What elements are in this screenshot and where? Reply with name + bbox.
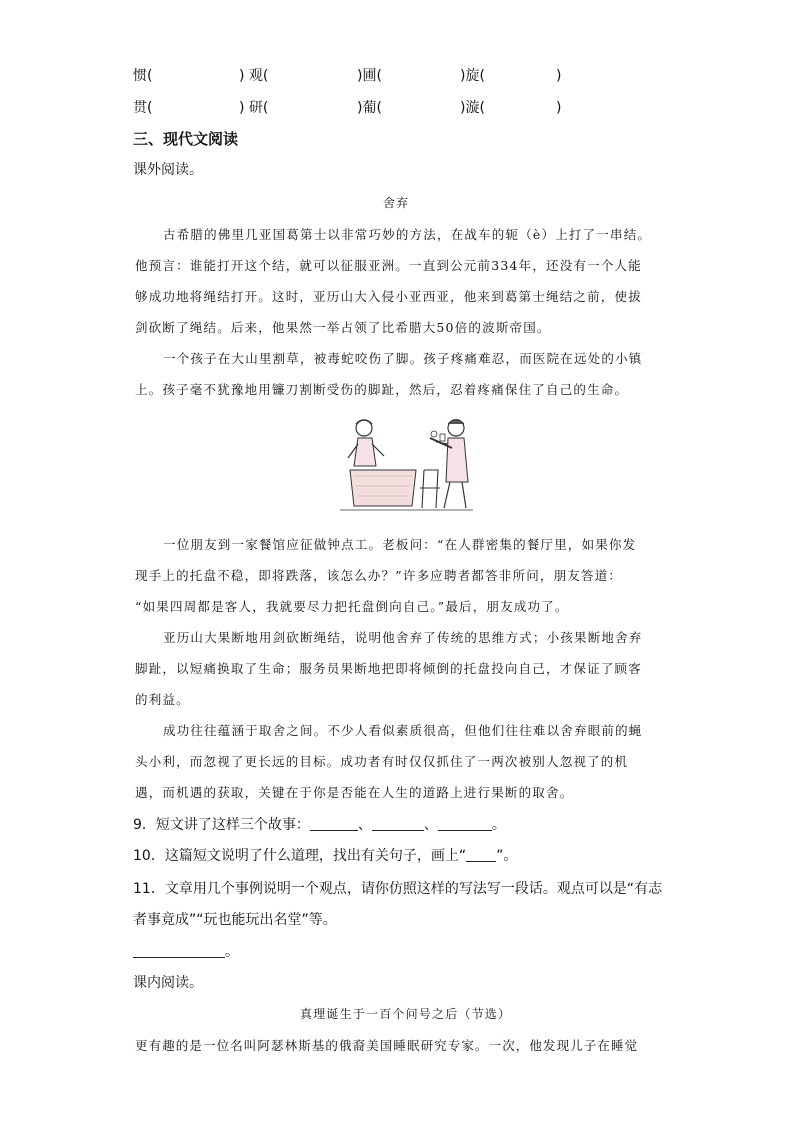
- intracurricular-label: 课内阅读。: [133, 975, 203, 991]
- vocab-cell: ): [556, 68, 562, 84]
- illustration-waiter-icon: [338, 412, 478, 514]
- underline-mark: [466, 847, 496, 862]
- vocab-cell: 惯(: [133, 68, 153, 84]
- vocab-row-1: [133, 66, 561, 86]
- question-9-text: 9．短文讲了这样三个故事：: [133, 817, 310, 833]
- article-line: “如果四周都是客人，我就要尽力把托盘倒向自己。”最后，朋友成功了。: [135, 599, 569, 614]
- vocab-cell: ) 研(: [239, 100, 269, 116]
- extracurricular-label: 课外阅读。: [133, 162, 203, 178]
- article-line: 一个孩子在大山里割草，被毒蛇咬伤了脚。孩子疼痛难忍，而医院在远处的小镇: [163, 351, 643, 366]
- question-11-line-1: 11．文章用几个事例说明一个观点，请你仿照这样的写法写一段话。观点可以是“有志: [133, 881, 663, 897]
- article-line: 头小利，而忽视了更长远的目标。成功者有时仅仅抓住了一两次被别人忽视了的机: [135, 754, 629, 769]
- vocab-cell: )圃(: [357, 68, 382, 84]
- separator: 、: [423, 817, 438, 833]
- answer-blank[interactable]: [438, 816, 492, 831]
- question-9: [133, 815, 506, 835]
- question-10-suffix: ”。: [496, 848, 518, 864]
- vocab-cell: )漩(: [460, 100, 485, 116]
- question-11-line-2: 者事竟成”“玩也能玩出名堂”等。: [133, 912, 337, 928]
- section-heading: 三、现代文阅读: [133, 130, 239, 148]
- separator: 、: [357, 817, 372, 833]
- article-line: 剑砍断了绳结。后来，他果然一举占领了比希腊大50倍的波斯帝国。: [135, 320, 551, 335]
- article-line: 够成功地将绳结打开。这时，亚历山大入侵小亚西亚，他来到葛第士绳结之前，使拔: [135, 289, 642, 304]
- article-line: 亚历山大果断地用剑砍断绳结，说明他舍弃了传统的思维方式；小孩果断地舍弃: [163, 630, 643, 645]
- article-line: 遇，而机遇的获取，关键在于你是否能在人生的道路上进行果断的取舍。: [135, 785, 574, 800]
- question-11-answer: [133, 942, 239, 962]
- article-line: 古希腊的佛里几亚国葛第士以非常巧妙的方法，在战车的轭（è）上打了一串结。: [163, 227, 652, 242]
- question-10-text: 10．这篇短文说明了什么道理，找出有关句子，画上“: [133, 848, 467, 864]
- article-line: 他预言：谁能打开这个结，就可以征服亚洲。一直到公元前334年，还没有一个人能: [135, 258, 642, 273]
- answer-blank[interactable]: [310, 816, 358, 831]
- period: 。: [491, 817, 506, 833]
- vocab-cell: )旋(: [460, 68, 485, 84]
- answer-blank[interactable]: [372, 816, 424, 831]
- vocab-cell: ): [556, 100, 562, 116]
- article-title: 舍弃: [383, 196, 410, 210]
- article-line: 脚趾，以短痛换取了生命；服务员果断地把即将倾倒的托盘投向自己，才保证了顾客: [135, 661, 642, 676]
- vocab-row-2: [133, 98, 561, 118]
- reading2-title: 真理诞生于一百个问号之后（节选）: [300, 1007, 512, 1021]
- article-line: 现手上的托盘不稳，即将跌落，该怎么办？”许多应聘者都答非所问，朋友答道：: [135, 568, 623, 583]
- article-line: 一位朋友到一家餐馆应征做钟点工。老板问：“在人群密集的餐厅里，如果你发: [163, 537, 637, 552]
- period: 。: [225, 944, 239, 960]
- article-line: 成功往往蕴涵于取舍之间。不少人看似素质很高，但他们往往难以舍弃眼前的蝇: [163, 723, 643, 738]
- article-line: 上。孩子毫不犹豫地用镰刀割断受伤的脚趾，然后，忍着疼痛保住了自己的生命。: [135, 382, 629, 397]
- vocab-cell: ) 观(: [239, 68, 269, 84]
- vocab-cell: 贯(: [133, 100, 153, 116]
- answer-blank[interactable]: [133, 943, 225, 958]
- article-line: 的利益。: [135, 692, 190, 707]
- reading2-line: 更有趣的是一位名叫阿瑟林斯基的俄裔美国睡眠研究专家。一次，他发现儿子在睡觉: [135, 1038, 639, 1053]
- question-10: [133, 846, 517, 866]
- vocab-cell: )葡(: [357, 100, 382, 116]
